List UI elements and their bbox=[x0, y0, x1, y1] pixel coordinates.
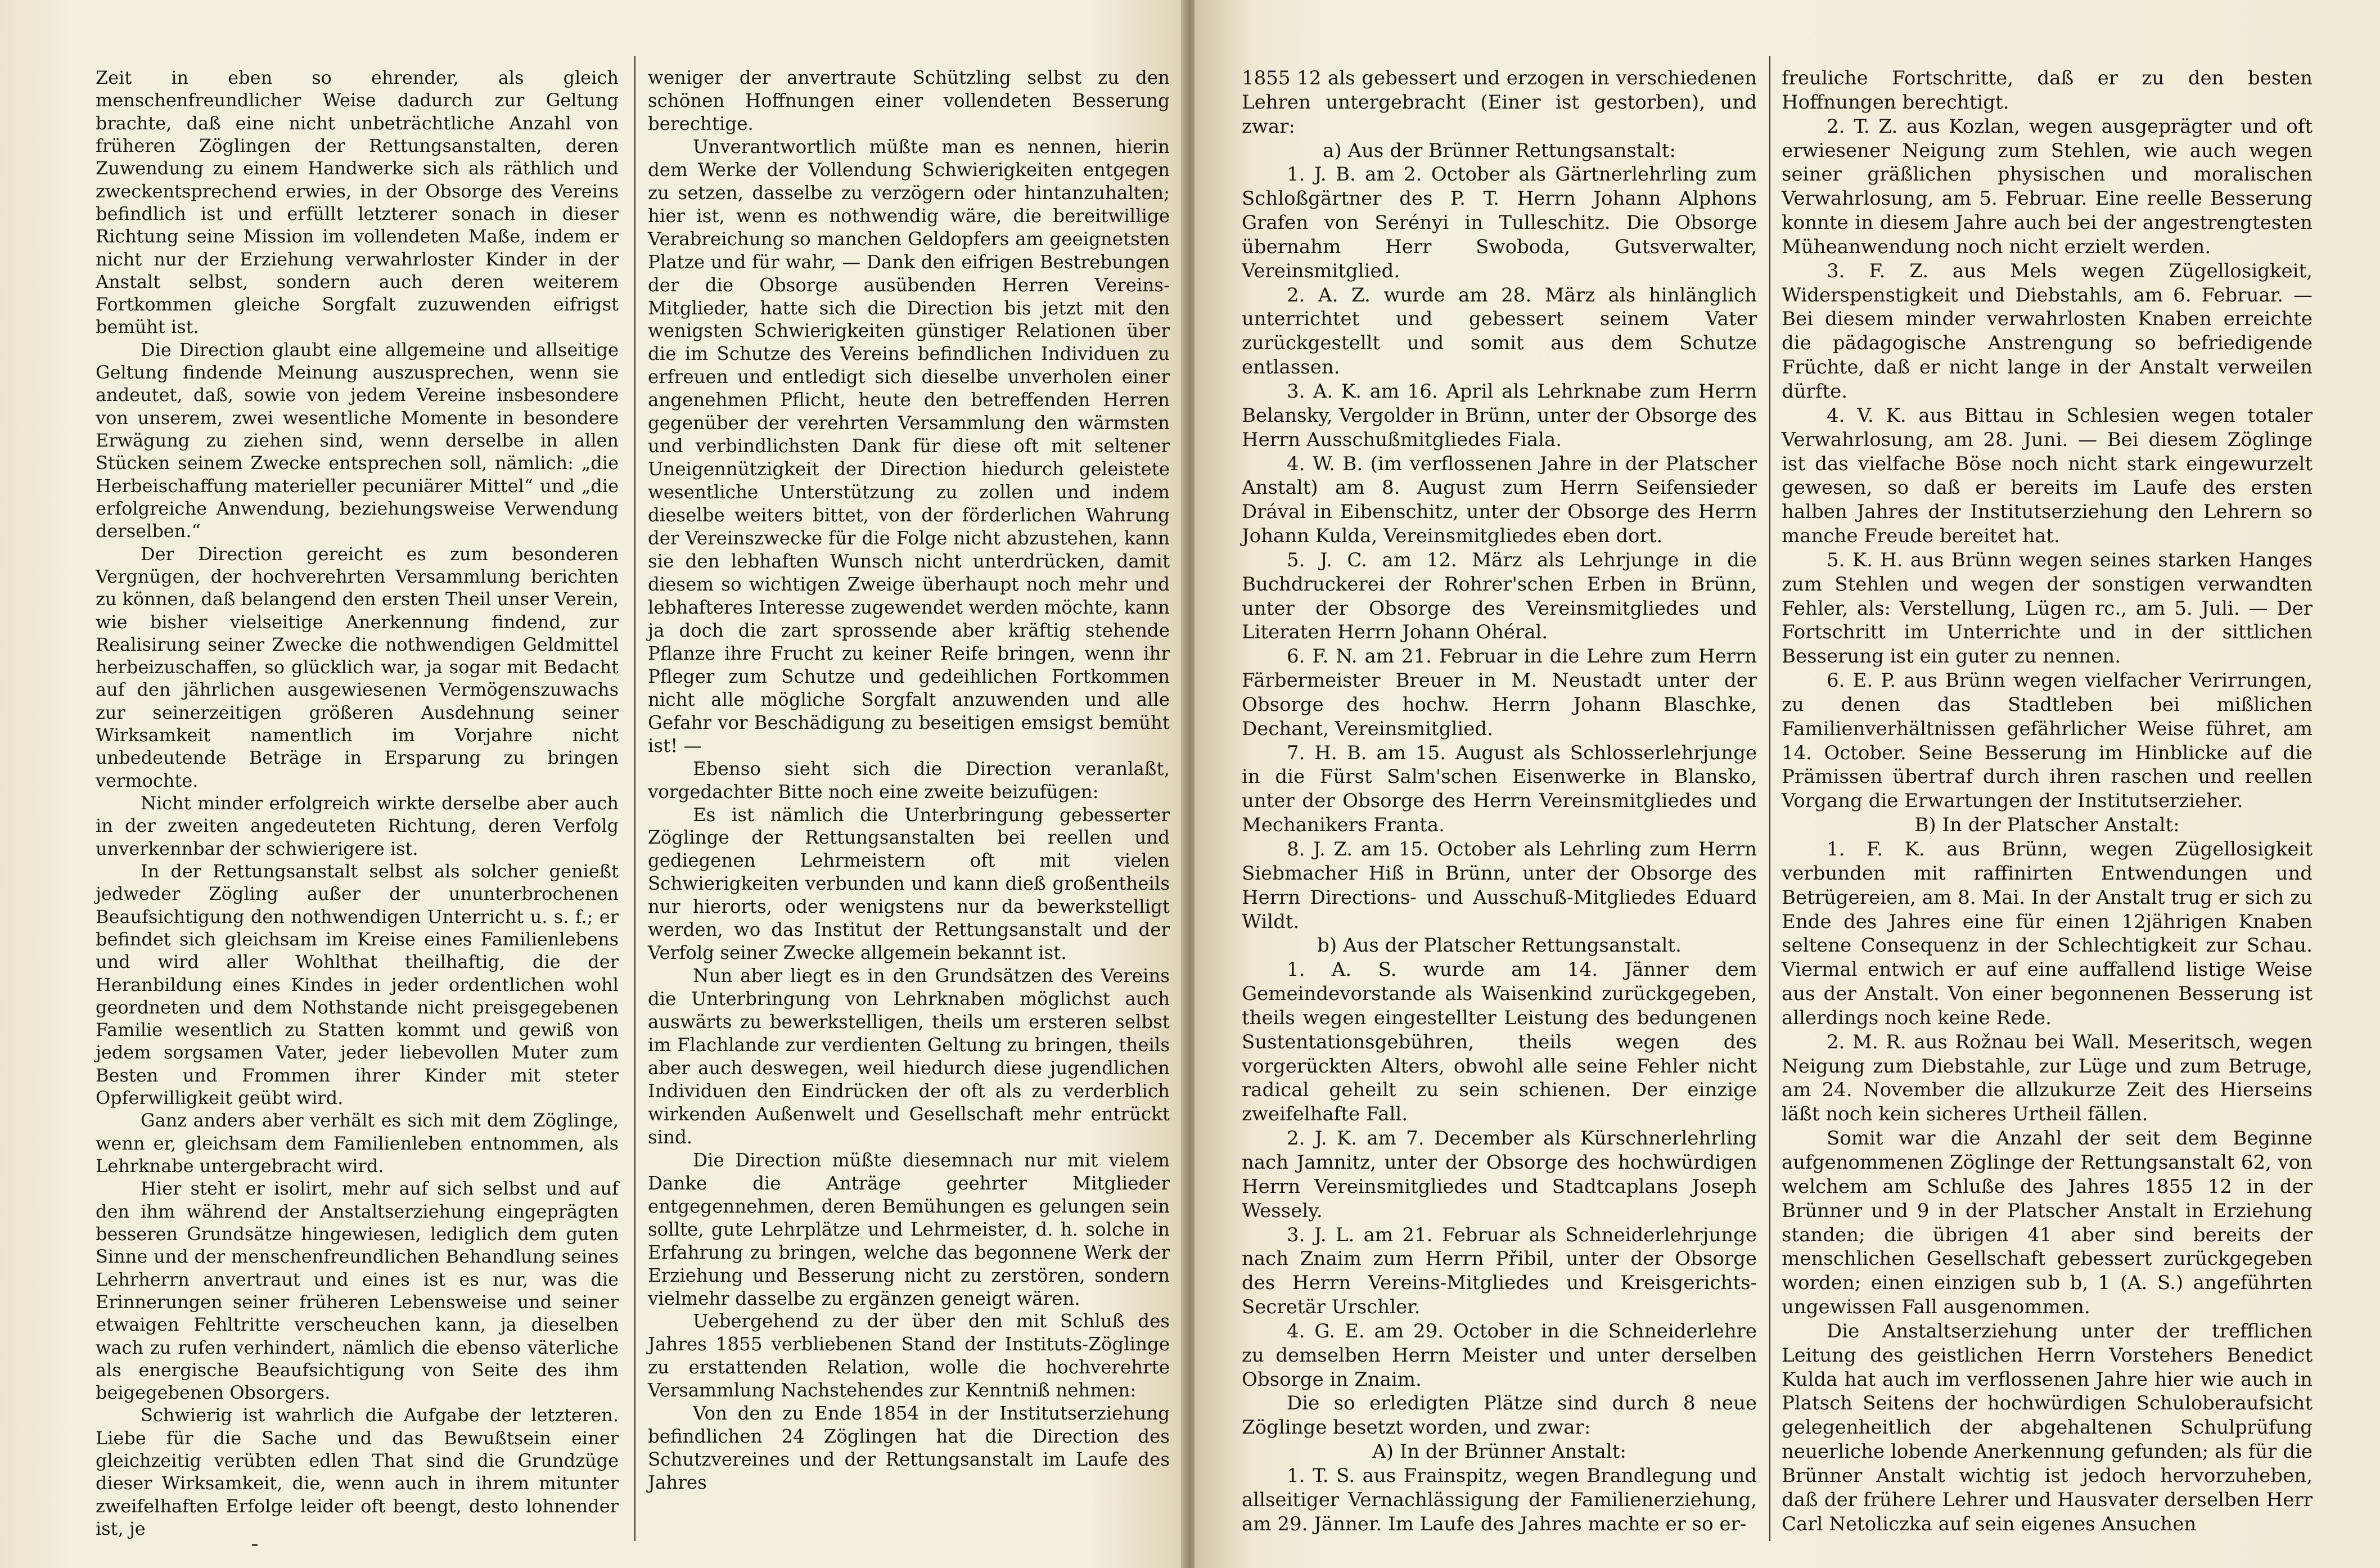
paragraph: Die so erledigten Plätze sind durch 8 neue Zöglinge besetzt worden, und zwar: bbox=[1242, 1392, 1757, 1439]
paragraph: 3. J. L. am 21. Februar als Schneiderlehrjunge nach Znaim zum Herrn Přibil, unter der Obsorge des Herrn Vereins-Mitgliedes und Kreisgerichts-Secretär Urschler. bbox=[1242, 1223, 1757, 1319]
paragraph: weniger der anvertraute Schützling selbst zu den schönen Hoffnungen einer vollendeten Besserung berechtige. bbox=[648, 67, 1170, 134]
right-page bbox=[1194, 0, 2380, 1568]
column-rule-left bbox=[634, 56, 635, 1541]
paragraph: Zeit in eben so ehrender, als gleich menschenfreundlicher Weise dadurch zur Geltung brachte, daß eine nicht unbeträchtliche Anzahl von früheren Zöglingen der Rettungsanstalten, deren Zuwendung zu einem Handwerke sich als räthlich und zweckentsprechend erwies, in der Obsorge des Vereins befindlich ist und erfüllt letzterer sonach in dieser Richtung seine Mission im vollendeten Maße, indem er nicht nur der Erziehung verwahrloster Kinder in der Anstalt selbst, sondern auch deren weiterem Fortkommen gleiche Sorgfalt zuzuwenden eifrigst bemüht ist. bbox=[96, 67, 619, 338]
paragraph: 5. J. C. am 12. März als Lehrjunge in die Buchdruckerei der Rohrer'schen Erben in Brünn, unter der Obsorge des Vereinsmitgliedes und Literaten Herrn Johann Ohéral. bbox=[1242, 548, 1757, 644]
paragraph: 7. H. B. am 15. August als Schlosserlehrjunge in die Fürst Salm'schen Eisenwerke in Blansko, unter der Obsorge des Herrn Vereinsmitgliedes und Mechanikers Franta. bbox=[1242, 741, 1757, 837]
paragraph: Nicht minder erfolgreich wirkte derselbe aber auch in der zweiten angedeuteten Richtung, deren Verfolg unverkennbar der schwierigere ist. bbox=[96, 792, 619, 859]
paragraph: Es ist nämlich die Unterbringung gebesserter Zöglinge der Rettungsanstalten bei reellen und gediegenen Lehrmeistern oft mit vielen Schwierigkeiten verbunden und kann dieß großentheils nur hierorts, oder wenigstens nur da bewerkstelligt werden, wo das Institut der Rettungsanstalt und der Verfolg seiner Zwecke allgemein bekannt ist. bbox=[648, 804, 1170, 964]
paragraph: 1855 12 als gebessert und erzogen in verschiedenen Lehren untergebracht (Einer ist gestorben), und zwar: bbox=[1242, 67, 1757, 138]
paragraph: 1. A. S. wurde am 14. Jänner dem Gemeindevorstande als Waisenkind zurückgegeben, theils wegen eingestellter Leistung des bedungenen Sustentationsgebühren, theils wegen des vorgerückten Alters, obwohl alle seine Fehler nicht radical geheilt zu sein schienen. Der einzige zweifelhafte Fall. bbox=[1242, 958, 1757, 1126]
paragraph: 6. F. N. am 21. Februar in die Lehre zum Herrn Färbermeister Breuer in M. Neustadt unter der Obsorge des hochw. Herrn Johann Blaschke, Dechant, Vereinsmitglied. bbox=[1242, 645, 1757, 740]
left-page bbox=[0, 0, 1186, 1568]
paragraph: Unverantwortlich müßte man es nennen, hierin dem Werke der Vollendung Schwierigkeiten entgegen zu setzen, dasselbe zu verzögern oder hintanzuhalten; hier ist, wenn es nothwendig wäre, die bereitwillige Verabreichung so manchen Geldopfers am geeignetsten Platze und für wahr, — Dank den eifrigen Bestrebungen der die Obsorge ausübenden Herren Vereins-Mitglieder, hatte sich die Direction bis jetzt mit den wenigsten Schwierigkeiten günstiger Relationen über die im Schutze des Vereins befindlichen Individuen zu erfreuen und entledigt sich dieselbe unverholen einer angenehmen Pflicht, heute den betreffenden Herren gegenüber der verehrten Versammlung den wärmsten und verbindlichsten Dank für diese oft mit seltener Uneigennützigkeit der Direction hiedurch geleistete wesentliche Unterstützung zu zollen und indem dieselbe weiters bittet, von der förderlichen Wahrung der Vereinszwecke für die Folge nicht abzustehen, kann sie den lebhaften Wunsch nicht unterdrücken, damit diesem so wichtigen Zweige überhaupt noch mehr und lebhafteres Interesse zugewendet werden möchte, kann ja doch die zart sprossende aber kräftig stehende Pflanze ihre Frucht zu keiner Reife bringen, wenn ihr Pfleger zum Schutze und gedeihlichen Fortkommen nicht alle mögliche Sorgfalt anzuwenden und alle Gefahr vor Beschädigung zu beseitigen emsigst bemüht ist! — bbox=[648, 136, 1170, 756]
paragraph: 2. M. R. aus Rožnau bei Wall. Meseritsch, wegen Neigung zum Diebstahle, zur Lüge und zum Betruge, am 24. November die allzukurze Zeit des Hierseins läßt noch kein sicheres Urtheil fällen. bbox=[1782, 1030, 2313, 1126]
left-page-column-1 bbox=[96, 66, 619, 1540]
paragraph: 1. F. K. aus Brünn, wegen Zügellosigkeit verbunden mit raffinirten Entwendungen und Betrügereien, am 8. Mai. In der Anstalt trug er sich zu Ende des Jahres eine für einen 12jährigen Knaben seltene Consequenz in der Schlechtigkeit zur Schau. Viermal entwich er auf eine auffallend listige Weise aus der Anstalt. Von einer begonnenen Besserung ist allerdings noch keine Rede. bbox=[1782, 838, 2313, 1029]
paragraph: Die Anstaltserziehung unter der trefflichen Leitung des geistlichen Herrn Vorstehers Benedict Kulda hat auch im verflossenen Jahre hier wie auch in Platsch Seitens der hochwürdigen Schuloberaufsicht gelegenheitlich der abgehaltenen Schulprüfung neuerliche lobende Anerkennung gefunden; als für die Brünner Anstalt wichtig ist jedoch hervorzuheben, daß der frühere Lehrer und Hausvater derselben Herr Carl Netoliczka auf sein eigenes Ansuchen bbox=[1782, 1319, 2313, 1535]
page-mark bbox=[252, 1544, 258, 1546]
paragraph: 2. J. K. am 7. December als Kürschnerlehrling nach Jamnitz, unter der Obsorge des hochwürdigen Herrn Vereinsmitgliedes und Stadtcaplans Joseph Wessely. bbox=[1242, 1127, 1757, 1222]
paragraph: 5. K. H. aus Brünn wegen seines starken Hanges zum Stehlen und wegen der sonstigen verwandten Fehler, als: Verstellung, Lügen rc., am 5. Juli. — Der Fortschritt im Unterrichte und in der sittlichen Besserung ist ein guter zu nennen. bbox=[1782, 548, 2313, 668]
paragraph: 1. J. B. am 2. October als Gärtnerlehrling zum Schloßgärtner des P. T. Herrn Johann Alphons Grafen von Serényi in Tulleschitz. Die Obsorge übernahm Herr Swoboda, Gutsverwalter, Vereinsmitglied. bbox=[1242, 163, 1757, 282]
paragraph: In der Rettungsanstalt selbst als solcher genießt jedweder Zögling außer der ununterbrochenen Beaufsichtigung den nothwendigen Unterricht u. s. f.; er befindet sich gleichsam im Kreise eines Familienlebens und wird aller Wohlthat theilhaftig, die der Heranbildung eines Kindes in jeder ordentlichen wohl geordneten und dem Nothstande nicht preisgegebenen Familie wesentlich zu Statten kommt und gewiß von jedem sorgsamen Vater, jeder liebevollen Muter zum Besten und Frommen ihrer Kinder mit steter Opferwilligkeit geübt wird. bbox=[96, 860, 619, 1109]
paragraph: 6. E. P. aus Brünn wegen vielfacher Verirrungen, zu denen das Stadtleben bei mißlichen Familienverhältnissen gefährlicher Weise führet, am 14. October. Seine Besserung im Hinblicke auf die Prämissen übertraf durch ihren raschen und reellen Vorgang die Erwartungen der Institutserzieher. bbox=[1782, 669, 2313, 813]
section-heading: a) Aus der Brünner Rettungsanstalt: bbox=[1323, 139, 1676, 162]
paragraph: Uebergehend zu der über den mit Schluß des Jahres 1855 verbliebenen Stand der Instituts-Zöglinge zu erstattenden Relation, wolle die hochverehrte Versammlung Nachstehendes zur Kenntniß nehmen: bbox=[648, 1310, 1170, 1402]
left-page-column-2 bbox=[648, 66, 1170, 1494]
paragraph: 3. A. K. am 16. April als Lehrknabe zum Herrn Belansky, Vergolder in Brünn, unter der Obsorge des Herrn Ausschußmitgliedes Fiala. bbox=[1242, 380, 1757, 451]
paragraph: Schwierig ist wahrlich die Aufgabe der letzteren. Liebe für die Sache und das Bewußtsein einer gleichzeitig verübten edlen That sind die Grundzüge dieser Wirksamkeit, die, wenn auch in ihrem mitunter zweifelhaften Erfolge leider oft beengt, desto lohnender ist, je bbox=[96, 1404, 619, 1539]
paragraph: 4. G. E. am 29. October in die Schneiderlehre zu demselben Herrn Meister und unter derselben Obsorge in Znaim. bbox=[1242, 1319, 1757, 1391]
paragraph: 4. V. K. aus Bittau in Schlesien wegen totaler Verwahrlosung, am 28. Juni. — Bei diesem Zöglinge ist das vielfache Böse noch nicht stark eingewurzelt gewesen, so daß er bereits im Laufe des ersten halben Jahres der Institutserziehung den Lehrern so manche Freude bereitet hat. bbox=[1782, 404, 2313, 548]
paragraph: 1. T. S. aus Frainspitz, wegen Brandlegung und allseitiger Vernachlässigung der Familienerziehung, am 29. Jänner. Im Laufe des Jahres machte er so er- bbox=[1242, 1464, 1757, 1535]
paragraph: 2. T. Z. aus Kozlan, wegen ausgeprägter und oft erwiesener Neigung zum Stehlen, wie auch wegen seiner gräßlichen physischen und moralischen Verwahrlosung, am 5. Februar. Eine reelle Besserung konnte in diesem Jahre auch bei der angestrengtesten Müheanwendung noch nicht erzielt werden. bbox=[1782, 115, 2313, 258]
right-page-column-2 bbox=[1782, 66, 2313, 1536]
paragraph: Die Direction müßte diesemnach nur mit vielem Danke die Anträge geehrter Mitglieder entgegennehmen, deren Bemühungen es gelungen sein sollte, gute Lehrplätze und Lehrmeister, d. h. solche in Erfahrung zu bringen, welche das begonnene Werk der Erziehung und Besserung nicht zu zerstören, sondern vielmehr dasselbe zu ergänzen geneigt wären. bbox=[648, 1149, 1170, 1309]
paragraph: Von den zu Ende 1854 in der Institutserziehung befindlichen 24 Zöglingen hat die Direction des Schutzvereines und der Rettungsanstalt im Laufe des Jahres bbox=[648, 1403, 1170, 1494]
paragraph: 3. F. Z. aus Mels wegen Zügellosigkeit, Widerspenstigkeit und Diebstahls, am 6. Februar. — Bei diesem minder verwahrlosten Knaben erreichte die pädagogische Anstrengung so befriedigende Früchte, daß er nicht lange in der Anstalt verweilen dürfte. bbox=[1782, 259, 2313, 403]
paragraph: Ebenso sieht sich die Direction veranlaßt, vorgedachter Bitte noch eine zweite beizufügen: bbox=[648, 758, 1170, 803]
paragraph: Somit war die Anzahl der seit dem Beginne aufgenommenen Zöglinge der Rettungsanstalt 62, von welchem am Schluße des Jahres 1855 12 in der Brünner und 9 in der Platscher Anstalt in Erziehung standen; die übrigen 41 aber sind bereits der menschlichen Gesellschaft gebessert zurückgegeben worden; einen einzigen sub b, 1 (A. S.) angeführten ungewissen Fall ausgenommen. bbox=[1782, 1127, 2313, 1319]
paragraph: Nun aber liegt es in den Grundsätzen des Vereins die Unterbringung von Lehrknaben möglichst auch auswärts zu bewerkstelligen, theils um ersteren selbst im Flachlande zur verdienten Geltung zu bringen, theils aber auch deswegen, weil hiedurch diese jugendlichen Individuen den Eindrücken der oft als zu verderblich wirkenden Außenwelt und Gesellschaft mehr entrückt sind. bbox=[648, 965, 1170, 1148]
paragraph: freuliche Fortschritte, daß er zu den besten Hoffnungen berechtigt. bbox=[1782, 67, 2313, 114]
section-heading: b) Aus der Platscher Rettungsanstalt. bbox=[1317, 934, 1682, 957]
paragraph: Der Direction gereicht es zum besonderen Vergnügen, der hochverehrten Versammlung berichten zu können, daß belangend den ersten Theil unser Verein, wie bisher vielseitige Anerkennung findend, zur Realisirung seiner Zwecke die nothwendigen Geldmittel herbeizuschaffen, so glücklich war, ja sogar mit Bedacht auf den jährlichen ausgewiesenen Vermögenszuwachs zur seinerzeitigen größeren Ausdehnung seiner Wirksamkeit namentlich im Vorjahre nicht unbedeutende Beträge in Ersparung zu bringen vermochte. bbox=[96, 543, 619, 791]
section-heading: B) In der Platscher Anstalt: bbox=[1914, 814, 2180, 837]
column-rule-right bbox=[1769, 56, 1770, 1541]
paragraph: Ganz anders aber verhält es sich mit dem Zöglinge, wenn er, gleichsam dem Familienleben entnommen, als Lehrknabe untergebracht wird. bbox=[96, 1110, 619, 1177]
paragraph: Die Direction glaubt eine allgemeine und allseitige Geltung findende Meinung auszusprechen, wenn sie andeutet, daß, sowie von jedem Vereine insbesondere von unserem, zwei wesentliche Momente in besondere Erwägung zu ziehen sind, wenn derselbe in allen Stücken seinem Zwecke entsprechen soll, nämlich: „die Herbeischaffung materieller pecuniärer Mittel“ und „die erfolgreiche Anwendung, beziehungsweise Verwendung derselben.“ bbox=[96, 339, 619, 542]
paragraph: Hier steht er isolirt, mehr auf sich selbst und auf den ihm während der Anstaltserziehung eingeprägten besseren Grundsätze hingewiesen, lediglich dem guten Sinne und der menschenfreundlichen Behandlung seines Lehrherrn anvertraut und eines ist es nur, was die Erinnerungen seiner früheren Lebensweise und seiner etwaigen Fehltritte verscheuchen kann, ja dieselben wach zu rufen verhindert, nämlich die ebenso väterliche als energische Beaufsichtigung von Seite des ihm beigegebenen Obsorgers. bbox=[96, 1178, 619, 1404]
section-heading: A) In der Brünner Anstalt: bbox=[1372, 1440, 1626, 1463]
paragraph: 4. W. B. (im verflossenen Jahre in der Platscher Anstalt) am 8. August zum Herrn Seifensieder Drával in Eibenschitz, unter der Obsorge des Herrn Johann Kulda, Vereinsmitgliedes eben dort. bbox=[1242, 452, 1757, 548]
paragraph: 2. A. Z. wurde am 28. März als hinlänglich unterrichtet und gebessert seinem Vater zurückgestellt und somit aus dem Schutze entlassen. bbox=[1242, 283, 1757, 379]
paragraph: 8. J. Z. am 15. October als Lehrling zum Herrn Siebmacher Hiß in Brünn, unter der Obsorge des Herrn Directions- und Ausschuß-Mitgliedes Eduard Wildt. bbox=[1242, 838, 1757, 933]
right-page-column-1 bbox=[1242, 66, 1757, 1536]
